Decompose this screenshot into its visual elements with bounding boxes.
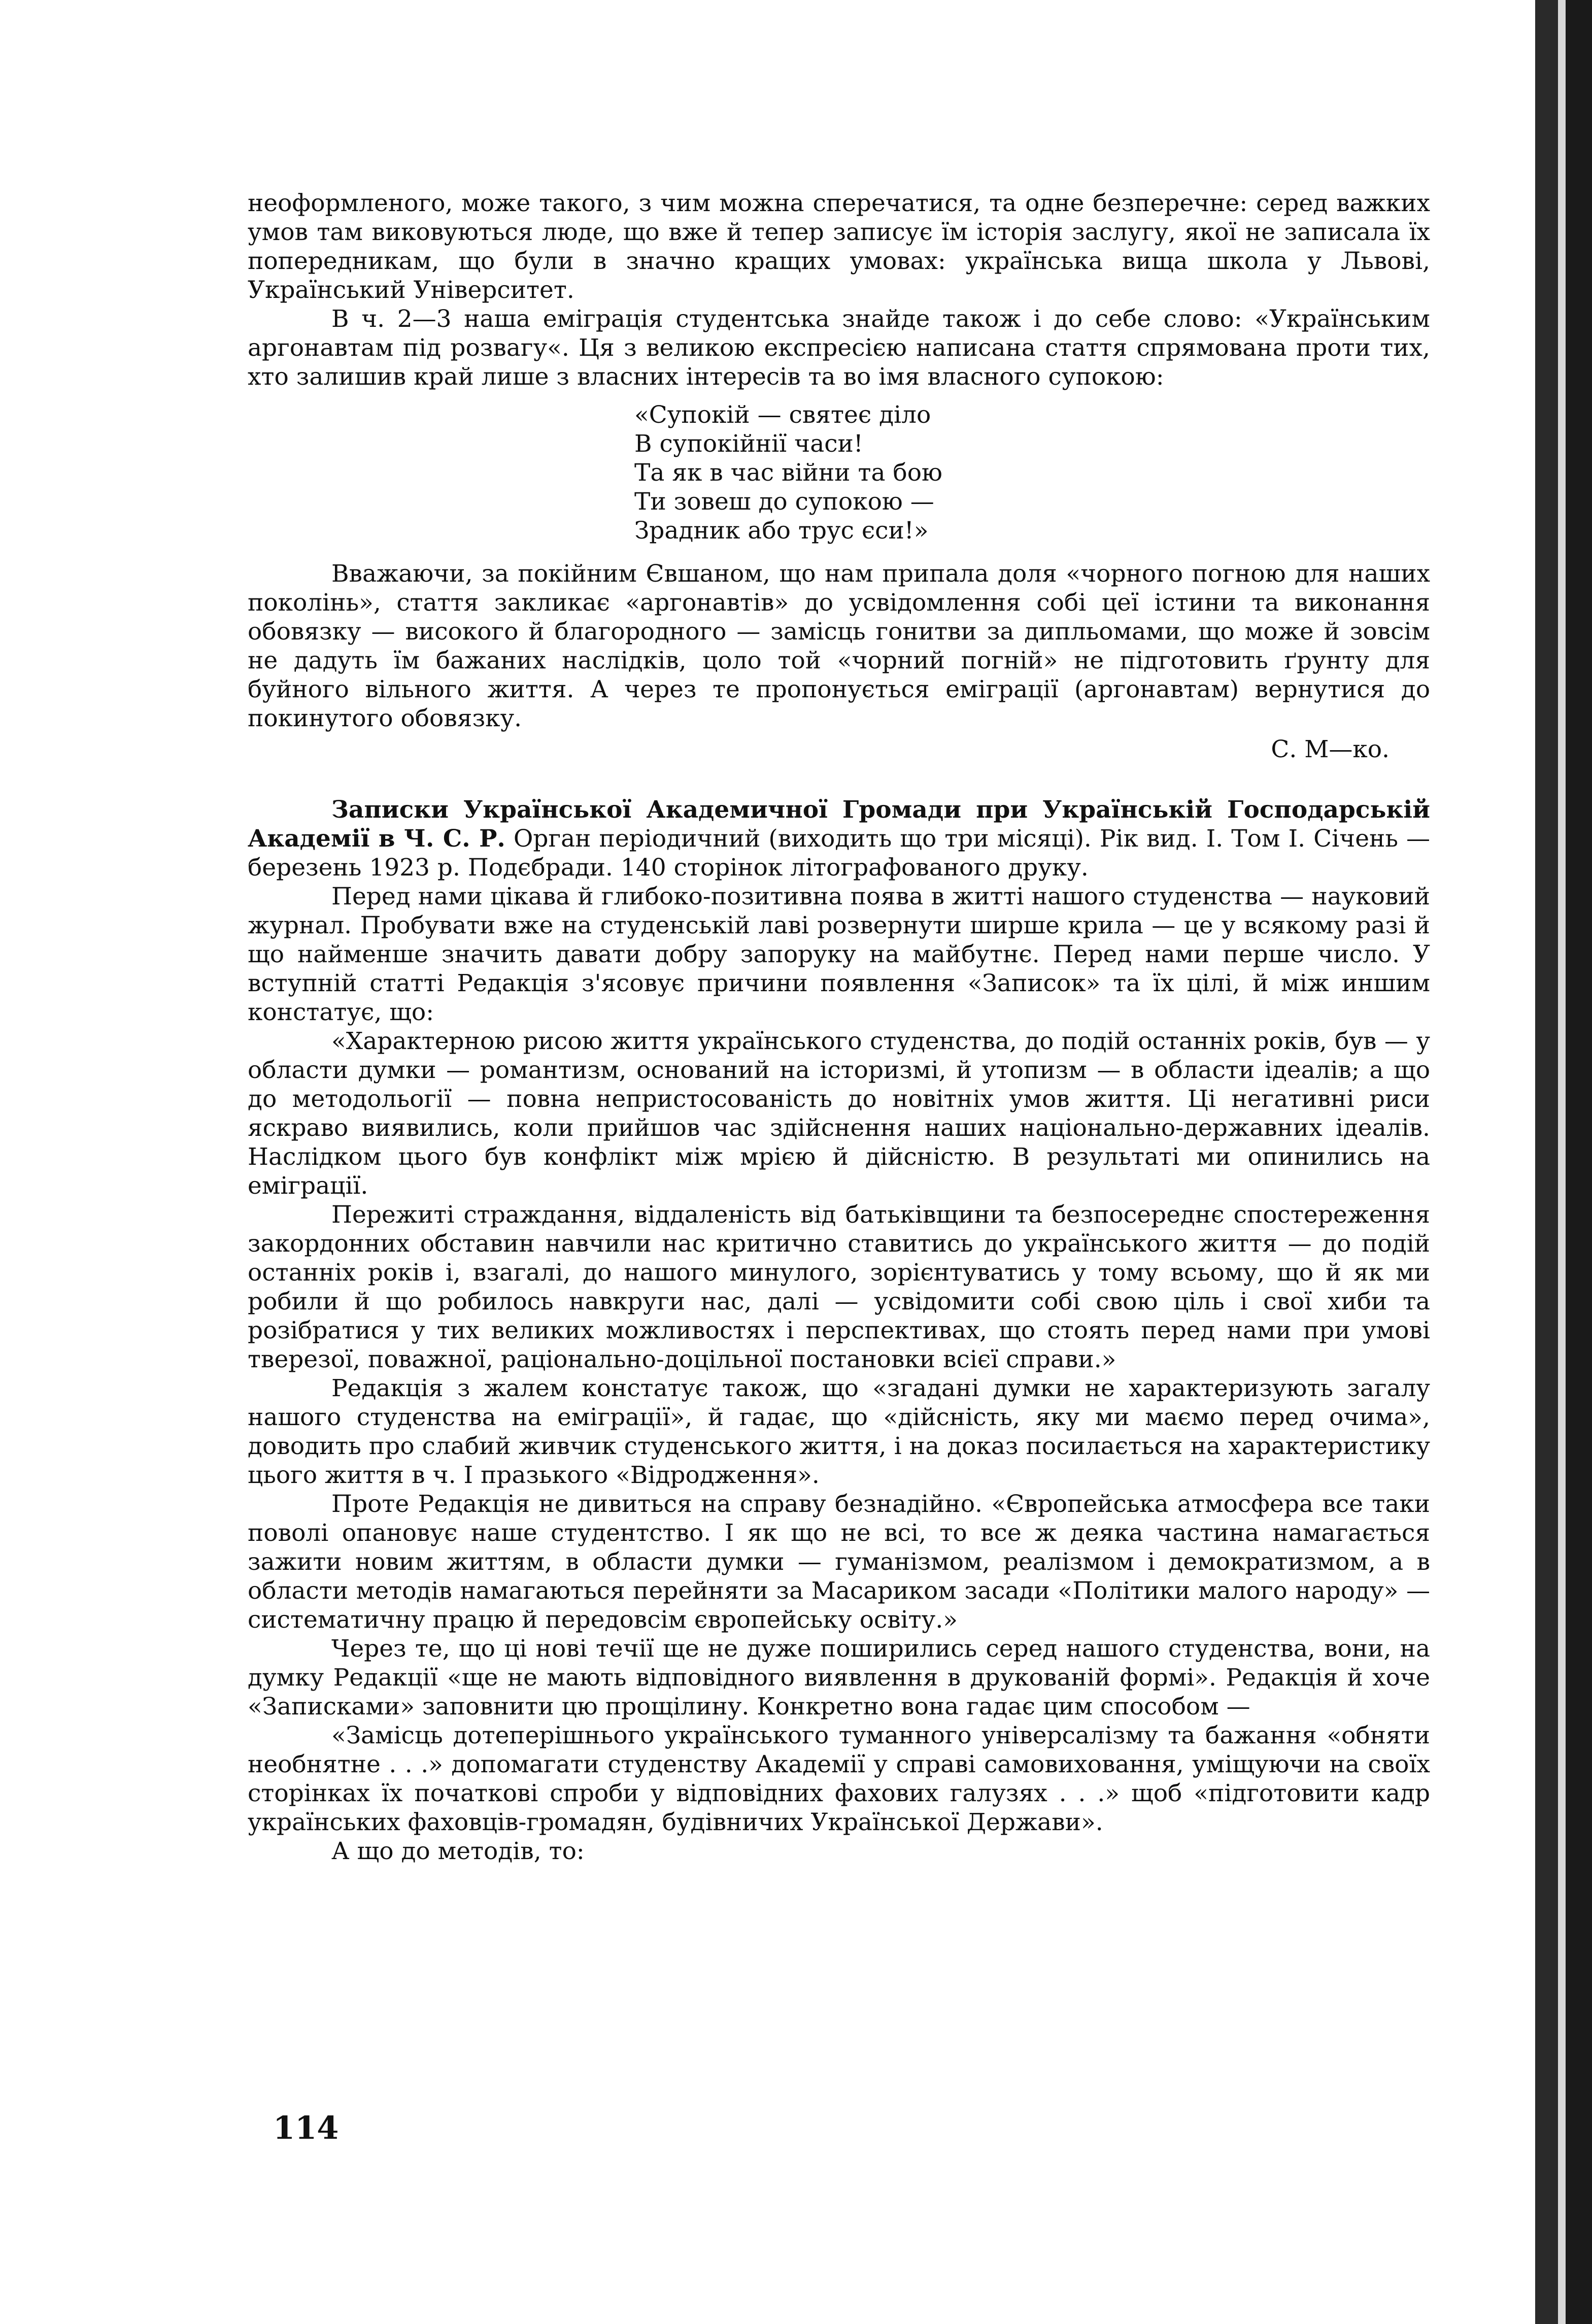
paragraph-argonauts: В ч. 2—3 наша еміграція студентська знайде також і до себе слово: «Українським аргонавтам під розвагу«. Ця з великою експресією написана стаття спрямована проти тих, хто залишив край лише з власних інтересів та во імя власного супокою: (248, 305, 1430, 391)
poem-line: В супокійнії часи! (634, 430, 863, 458)
paragraph-quote-characteristic: «Характерною рисою життя українського студенства, до подій останніх років, був — у области думки — романтизм, оснований на історизмі, й утопизм — в области ідеалів; а що до методольогії — повна непристосованість до новітніх умов життя. Ці негативні риси яскраво виявились, коли прийшов час здійснення наших національно-державних ідеалів. Наслідком цього був конфлікт між мрією й дійсністю. В результаті ми опинились на еміграції. (248, 1027, 1430, 1200)
paragraph-continuation: неоформленого, може такого, з чим можна сперечатися, та одне безперечне: серед важких умов там виковуються люде, що вже й тепер записує їм історія заслугу, якої не записала їх попередникам, що були в значно кращих умовах: українська вища школа у Львові, Український Університет. (248, 189, 1430, 304)
paragraph-methods: А що до методів, то: (331, 1837, 585, 1865)
body-text (248, 189, 1430, 1866)
poem-line: Та як в час війни та бою (634, 459, 942, 487)
paragraph-new-currents: Через те, що ці нові течії ще не дуже поширились серед нашого студенства, вони, на думку Редакції «ще не мають відповідного виявлення в друкованій формі». Редакція й хоче «Записками» заповнити цю прощілину. Конкретно вона гадає цим способом — (248, 1635, 1430, 1721)
poem-line: Ти зовеш до супокою — (634, 488, 934, 516)
review-title: Записки Української Академичної Громади при Українській Господарській Академії в Ч. С. Р. (248, 796, 1430, 853)
review-meta: Орган періодичний (виходить що три місяці). Рік вид. I. Том I. Січень — березень 1923 р. Подєбради. 140 сторінок літографованого друку. (248, 825, 1430, 882)
poem-quote (634, 400, 1430, 545)
paragraph-evshan: Вважаючи, за покійним Євшаном, що нам припала доля «чорного погною для наших поколінь», стаття закликає «аргонавтів» до усвідомлення собі цеї істини та виконання обовязку — високого й благородного — замісць гонитви за дипльомами, що може й зовсім не дадуть їм бажаних наслідків, цоло той «чорний погній» не підготовить ґрунту для буйного вільного життя. А через те пропонується еміграції (аргонавтам) вернутися до покинутого обовязку. (248, 560, 1430, 732)
paragraph-editorial-regret: Редакція з жалем констатує також, що «згадані думки не характеризують загалу нашого студенства на еміграції», й гадає, що «дійсність, яку ми маємо перед очима», доводить про слабий живчик студенського життя, і на доказ посилається на характеристику цього життя в ч. I празького «Відродження». (248, 1374, 1430, 1489)
paragraph-quote-suffering: Пережиті страждання, віддаленість від батьківщини та безпосереднє спостереження закордонних обставин навчили нас критично ставитись до українського життя — до подій останніх років і, взагалі, до нашого минулого, зорієнтуватись у тому всьому, що й як ми робили й що робилось навкруги нас, далі — усвідомити собі свою ціль і свої хиби та розібратися у тих великих можливостях і перспективах, що стоять перед нами при умові тверезої, поважної, раціонально-доцільної постановки всієї справи.» (248, 1201, 1430, 1373)
review-heading (248, 795, 1430, 882)
paragraph-universalism: «Замісць дотеперішнього українського туманного універсалізму та бажання «обняти необнятне . . .» допомагати студенству Академії у справі самовиховання, уміщуючи на своїх сторінках їх початкові спроби у відповідних фахових галузях . . .» щоб «підготовити кадр українських фаховців-громадян, будівничих Української Держави». (248, 1722, 1430, 1836)
paragraph-european: Проте Редакція не дивиться на справу безнадійно. «Європейська атмосфера все таки поволі опановує наше студентство. І як що не всі, то все ж деяка частина намагається зажити новим життям, в области думки — гуманізмом, реалізмом і демократизмом, а в области методів намагаються перейняти за Масариком засади «Політики малого народу» — систематичну працю й передовсім європейську освіту.» (248, 1490, 1430, 1634)
paragraph-journal: Перед нами цікава й глибоко-позитивна поява в житті нашого студенства — науковий журнал. Пробувати вже на студенській лаві розвернути ширше крила — це у всякому разі й що найменше значить давати добру запоруку на майбутнє. Перед нами перше число. У вступній статті Редакція з'ясовує причини появлення «Записок» та їх цілі, й між иншим констатує, що: (248, 883, 1430, 1026)
author-signature: С. М—ко. (1271, 735, 1390, 763)
poem-line: Зрадник або трус єси!» (634, 517, 929, 545)
page-number: 114 (273, 2109, 339, 2146)
adjacent-page-edge (1535, 0, 1592, 2324)
poem-line: «Супокій — святеє діло (634, 401, 931, 429)
